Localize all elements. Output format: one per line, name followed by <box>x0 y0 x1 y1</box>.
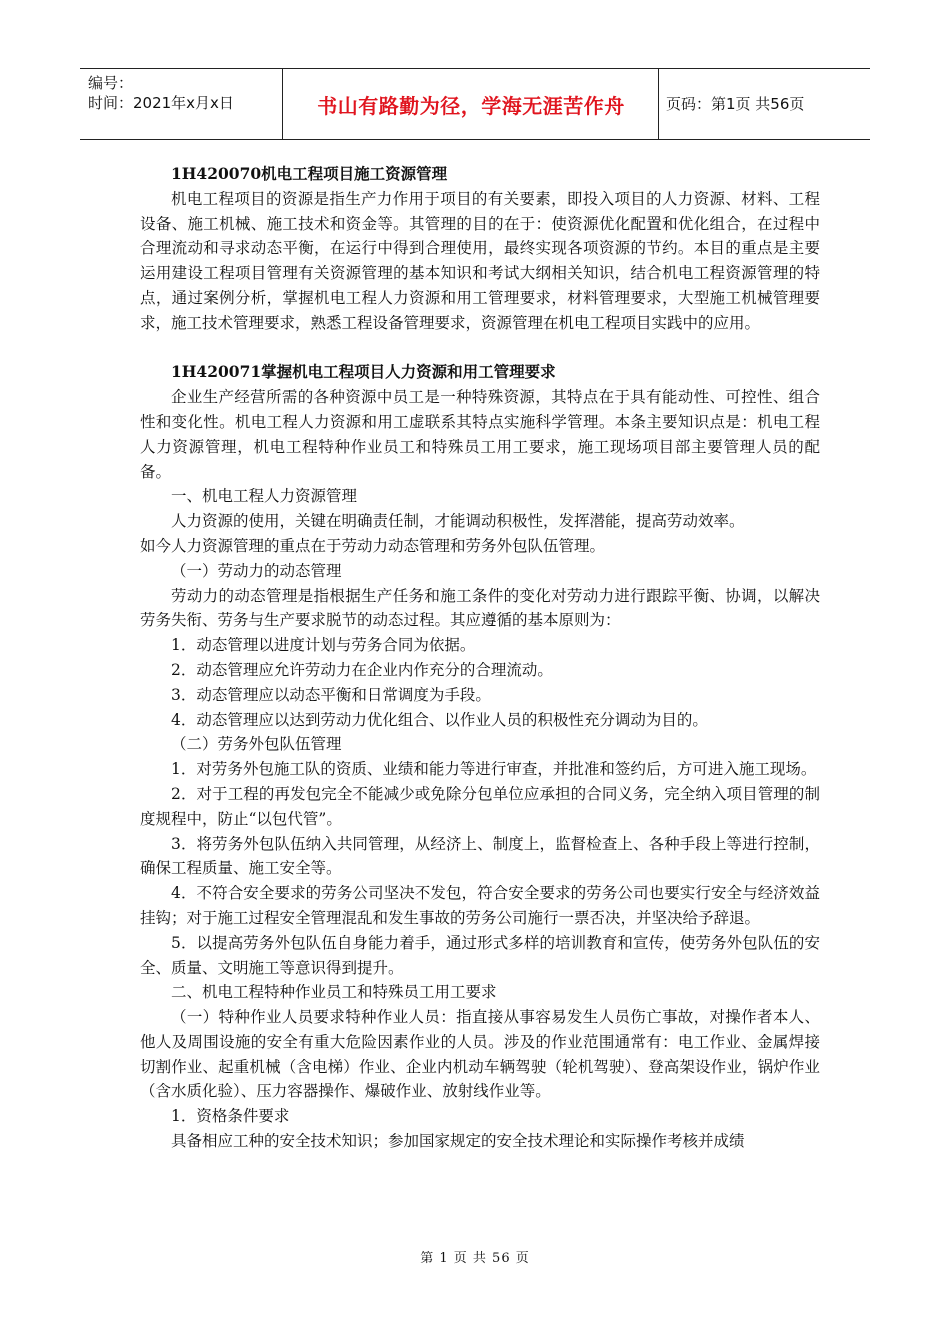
header-divider <box>658 69 659 139</box>
list-item: 1．对劳务外包施工队的资质、业绩和能力等进行审查，并批准和签约后，方可进入施工现场。 <box>171 760 817 779</box>
list-item: 4．不符合安全要求的劳务公司坚决不发包，符合安全要求的劳务公司也要实行安全与经济效益挂钩；对于施工过程安全管理混乱和发生事故的劳务公司施行一票否决，并坚决给予辞退。 <box>140 884 820 927</box>
header-divider <box>282 69 283 139</box>
paragraph: 机电工程项目的资源是指生产力作用于项目的有关要素，即投入项目的人力资源、材料、工程设备、施工机械、施工技术和资金等。其管理的目的在于：使资源优化配置和优化组合，在过程中合理流动和寻求动态平衡，在运行中得到合理使用，最终实现各项资源的节约。本目的重点是主要运用建设工程项目管理有关资源管理的基本知识和考试大纲相关知识，结合机电工程资源管理的特点，通过案例分析，掌握机电工程人力资源和用工管理要求，材料管理要求，大型施工机械管理要求，施工技术管理要求，熟悉工程设备管理要求，资源管理在机电工程项目实践中的应用。 <box>140 189 820 332</box>
paragraph: （一）特种作业人员要求特种作业人员：指直接从事容易发生人员伤亡事故，对操作者本人、他人及周围设施的安全有重大危险因素作业的人员。涉及的作业范围通常有：电工作业、金属焊接切割作业、起重机械（含电梯）作业、企业内机动车辆驾驶（轮机驾驶）、登高架设作业，锅炉作业（含水质化验）、压力容器操作、爆破作业、放射线作业等。 <box>140 1008 820 1101</box>
paragraph: 人力资源的使用，关键在明确责任制，才能调动积极性，发挥潜能，提高劳动效率。 <box>171 512 745 531</box>
page-footer: 第 1 页 共 56 页 <box>420 1251 530 1266</box>
list-item: 3．动态管理应以动态平衡和日常调度为手段。 <box>171 685 491 704</box>
subsection-heading: 二、机电工程特种作业员工和特殊员工用工要求 <box>171 983 497 1002</box>
list-item: 5．以提高劳务外包队伍自身能力着手，通过形式多样的培训教育和宣传，使劳务外包队伍的安全、质量、文明施工等意识得到提升。 <box>140 933 820 977</box>
subsection-heading: （二）劳务外包队伍管理 <box>171 735 342 754</box>
list-item: 2．动态管理应允许劳动力在企业内作充分的合理流动。 <box>171 660 553 679</box>
header-motto: 书山有路勤为径，学海无涯苦作舟 <box>317 94 625 118</box>
list-item: 3．将劳务外包队伍纳入共同管理，从经济上、制度上，监督检查上、各种手段上等进行控制，确保工程质量、施工安全等。 <box>140 834 820 878</box>
section-heading: 1H420070机电工程项目施工资源管理 <box>171 164 448 183</box>
list-item: 4．动态管理应以达到劳动力优化组合、以作业人员的积极性充分调动为目的。 <box>171 710 708 729</box>
code-label: 编号： <box>88 74 134 92</box>
list-item: 1．动态管理以进度计划与劳务合同为依据。 <box>171 636 476 655</box>
section-heading: 1H420071掌握机电工程项目人力资源和用工管理要求 <box>171 362 556 382</box>
paragraph: 如今人力资源管理的重点在于劳动力动态管理和劳务外包队伍管理。 <box>140 536 606 555</box>
subsection-heading: 一、机电工程人力资源管理 <box>171 487 358 506</box>
header-page-info: 页码：第1页 共56页 <box>666 95 805 113</box>
paragraph: 企业生产经营所需的各种资源中员工是一种特殊资源，其特点在于具有能动性、可控性、组合性和变化性。机电工程人力资源和用工虚联系其特点实施科学管理。本条主要知识点是：机电工程人力资源管理，机电工程特种作业员工和特殊员工用工要求，施工现场项目部主要管理人员的配备。 <box>140 388 820 481</box>
paragraph: 劳动力的动态管理是指根据生产任务和施工条件的变化对劳动力进行跟踪平衡、协调，以解决劳务失衔、劳务与生产要求脱节的动态过程。其应遵循的基本原则为： <box>140 586 820 630</box>
page-header <box>80 68 870 140</box>
subsection-heading: （一）劳动力的动态管理 <box>171 561 342 580</box>
time-label: 时间：2021年x月x日 <box>88 94 234 112</box>
list-item: 2．对于工程的再发包完全不能减少或免除分包单位应承担的合同义务，完全纳入项目管理的制度规程中，防止“以包代管”。 <box>140 784 820 828</box>
document-body <box>140 162 820 1154</box>
paragraph: 具备相应工种的安全技术知识；参加国家规定的安全技术理论和实际操作考核并成绩 <box>171 1132 745 1151</box>
header-meta <box>88 73 288 113</box>
subsection-heading: 1．资格条件要求 <box>171 1107 290 1126</box>
